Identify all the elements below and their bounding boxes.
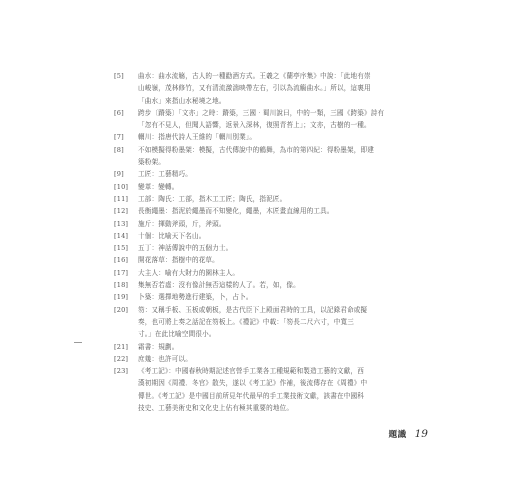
annotation-number: [13]	[114, 219, 129, 228]
annotation-text	[138, 279, 442, 291]
page-footer	[389, 428, 428, 440]
annotation-item	[114, 205, 442, 217]
annotation-text	[138, 267, 442, 279]
annotation-text	[138, 107, 442, 132]
annotation-line: 笏：又稱手板、玉板或朝板，是古代臣下上殿面君時的工具，以記錄君命或擬	[138, 305, 368, 314]
annotation-text	[138, 205, 442, 217]
annotation-line: 霜書：規劃。	[138, 342, 179, 351]
annotation-item	[114, 365, 442, 414]
annotation-line: 漢初期因《周禮．冬官》散失，遂以《考工記》作補，後流傳存在《周禮》中	[138, 379, 368, 388]
annotation-line: 開花落草：指樹中的花草。	[138, 256, 219, 265]
annotation-number: [8]	[114, 145, 124, 154]
annotation-line: 曲水：曲水流觞，古人的一種勸酒方式。王羲之《蘭亭序集》中說：「此地有崇	[138, 72, 371, 80]
annotation-item	[114, 218, 442, 230]
annotation-line: 集無否若虛：沒有像計無否這樣的人了。若，如，像。	[138, 281, 300, 290]
annotation-number: [16]	[114, 256, 129, 265]
annotation-line: 大主人：喻有大財力的園林主人。	[138, 268, 240, 277]
annotation-text	[138, 254, 442, 266]
annotation-line: 工部：陶氏：工部，指木工工匠；陶氏，指泥匠。	[138, 194, 287, 203]
annotation-number: [15]	[114, 244, 129, 253]
annotation-number: [5]	[114, 72, 124, 80]
annotation-line: 五丁：神話傳說中的五個力士。	[138, 244, 233, 253]
annotation-number: [10]	[114, 182, 129, 191]
annotation-text	[138, 193, 442, 205]
annotation-number: [20]	[114, 305, 129, 314]
annotation-text	[138, 304, 442, 341]
annotation-line: 輞川：指唐代詩人王維的「輞川別業」。	[138, 133, 257, 142]
annotation-text	[138, 242, 442, 254]
annotation-number: [7]	[114, 133, 124, 142]
annotation-item	[114, 181, 442, 193]
annotation-list	[114, 70, 442, 414]
annotation-line: 十個：比喻天下名山。	[138, 231, 206, 240]
annotation-line: 技史、工藝美術史和文化史上佔有極其重要的地位。	[138, 404, 294, 413]
annotation-text	[138, 353, 442, 365]
annotation-line: 築粉架。	[138, 158, 165, 167]
annotation-item	[114, 107, 442, 132]
annotation-line: 不如模擬得粉墨架：模擬，古代傳說中的鶴舞，為市的第四紀：得粉墨架，即建	[138, 145, 375, 154]
annotation-text	[138, 230, 442, 242]
annotation-line: 施斤：揮動斧頭，斤，斧頭。	[138, 219, 226, 228]
annotation-text	[138, 70, 442, 107]
annotation-text	[138, 218, 442, 230]
annotation-item	[114, 230, 442, 242]
annotation-item	[114, 144, 442, 169]
annotation-text	[138, 291, 442, 303]
annotation-item	[114, 341, 442, 353]
annotation-item	[114, 291, 442, 303]
annotation-number: [19]	[114, 293, 129, 302]
annotation-number: [11]	[114, 194, 129, 203]
annotation-text	[138, 365, 442, 414]
annotation-item	[114, 304, 442, 341]
annotation-text	[138, 144, 442, 169]
annotation-number: [17]	[114, 268, 129, 277]
annotation-item	[114, 131, 442, 143]
annotation-text	[138, 181, 442, 193]
annotation-line: 奏，也可將上奏之話記在笏板上。《禮記》中載：「笏長二尺六寸，中寬三	[138, 317, 354, 326]
annotation-number: [22]	[114, 354, 129, 363]
annotation-text	[138, 341, 442, 353]
annotation-item	[114, 193, 442, 205]
annotation-number: [23]	[114, 367, 129, 376]
annotation-text	[138, 131, 442, 143]
annotation-item	[114, 254, 442, 266]
annotation-number: [12]	[114, 207, 129, 216]
annotation-line: 傳世。《考工記》是中國目前所見年代最早的手工業技術文獻，該書在中國科	[138, 391, 364, 400]
margin-mark	[74, 342, 82, 343]
page-number: 19	[414, 428, 428, 440]
annotation-line: 山峻嶺，茂林修竹，又有清流激湍映帶左右，引以為流觴曲水。」所以，這裏用	[138, 84, 371, 93]
annotation-text	[138, 168, 442, 180]
annotation-number: [21]	[114, 342, 129, 351]
annotation-number: [14]	[114, 231, 129, 240]
annotation-item	[114, 279, 442, 291]
annotation-line: 《考工記》：中國春秋時期記述官營手工業各工種規範和製造工藝的文獻，西	[138, 367, 364, 376]
annotation-line: 「曲水」來指山水秘境之地。	[138, 96, 226, 105]
annotation-item	[114, 70, 442, 107]
annotation-item	[114, 353, 442, 365]
annotation-line: 變革：變轉。	[138, 182, 179, 191]
annotation-line: 長衡繩墨：指泥於繩墨而不知變化，繩墨，木匠畫直線用的工具。	[138, 207, 334, 216]
footer-section-label: 題識	[388, 430, 407, 440]
annotation-item	[114, 168, 442, 180]
annotation-line: 庶幾：也許可以。	[138, 354, 192, 363]
annotation-line: 工匠：工藝精巧。	[138, 170, 192, 179]
annotation-line: 卜築：選擇地勢進行建築，卜，占卜。	[138, 293, 253, 302]
annotation-item	[114, 242, 442, 254]
annotation-number: [18]	[114, 281, 129, 290]
annotation-number: [9]	[114, 170, 124, 179]
annotation-line: 跨步〔蹐築〕「文亦」之時：蹐築，三國‧蜀川說曰，中的一類，三國《跨築》詩有	[138, 108, 385, 117]
annotation-line: 「忽有不見人，但聞人語響，返景入深林，復照青苔上」；文亦，古樹的一種。	[138, 121, 371, 130]
annotation-line: 寸。」在此比喻空間很小。	[138, 330, 216, 339]
annotation-item	[114, 267, 442, 279]
annotation-number: [6]	[114, 108, 124, 117]
